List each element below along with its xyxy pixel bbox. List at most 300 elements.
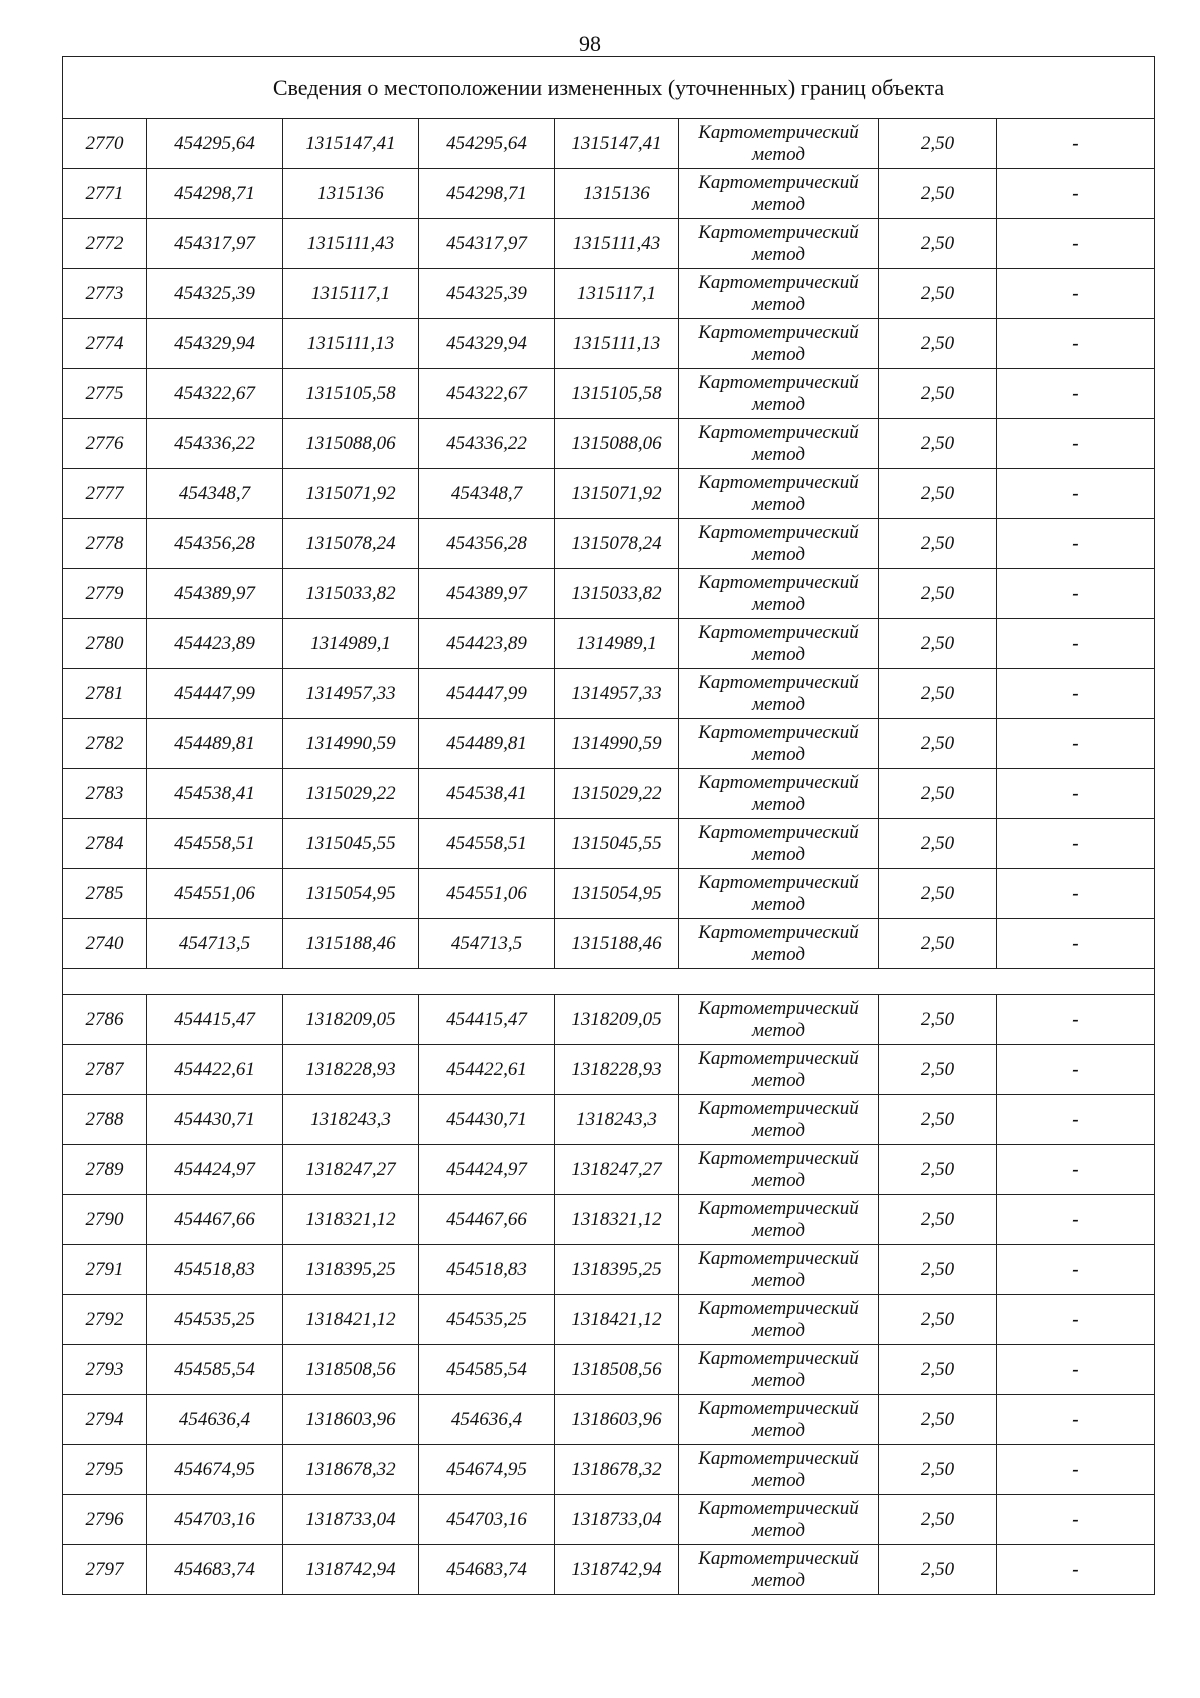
x-new-cell: 454325,39 — [419, 269, 555, 319]
table-row — [63, 1545, 1155, 1595]
method-line-2: метод — [752, 493, 805, 515]
x-old-cell: 454713,5 — [147, 919, 283, 969]
description-cell: - — [997, 1545, 1155, 1595]
method-line-1: Картометрический — [698, 1247, 859, 1269]
point-number-cell: 2740 — [63, 919, 147, 969]
point-number-cell: 2781 — [63, 669, 147, 719]
accuracy-cell: 2,50 — [879, 569, 997, 619]
table-row — [63, 1195, 1155, 1245]
description-cell: - — [997, 469, 1155, 519]
accuracy-cell: 2,50 — [879, 269, 997, 319]
table-row — [63, 369, 1155, 419]
x-new-cell: 454551,06 — [419, 869, 555, 919]
method-cell — [679, 1495, 879, 1545]
description-cell: - — [997, 995, 1155, 1045]
method-line-1: Картометрический — [698, 721, 859, 743]
accuracy-cell: 2,50 — [879, 1295, 997, 1345]
description-cell: - — [997, 219, 1155, 269]
table-row — [63, 719, 1155, 769]
description-cell: - — [997, 269, 1155, 319]
page-number: 98 — [579, 31, 601, 56]
accuracy-cell: 2,50 — [879, 1095, 997, 1145]
method-line-1: Картометрический — [698, 1047, 859, 1069]
accuracy-cell: 2,50 — [879, 219, 997, 269]
y-new-cell: 1315045,55 — [555, 819, 679, 869]
point-number-cell: 2773 — [63, 269, 147, 319]
method-line-2: метод — [752, 943, 805, 965]
y-old-cell: 1318421,12 — [283, 1295, 419, 1345]
description-cell: - — [997, 719, 1155, 769]
description-cell: - — [997, 1495, 1155, 1545]
method-line-1: Картометрический — [698, 1097, 859, 1119]
x-new-cell: 454636,4 — [419, 1395, 555, 1445]
accuracy-cell: 2,50 — [879, 119, 997, 169]
method-line-1: Картометрический — [698, 171, 859, 193]
method-line-2: метод — [752, 1019, 805, 1041]
method-line-1: Картометрический — [698, 221, 859, 243]
accuracy-cell: 2,50 — [879, 169, 997, 219]
y-new-cell: 1315029,22 — [555, 769, 679, 819]
table-row — [63, 995, 1155, 1045]
method-line-1: Картометрический — [698, 471, 859, 493]
method-line-2: метод — [752, 1219, 805, 1241]
point-number-cell: 2789 — [63, 1145, 147, 1195]
y-new-cell: 1318209,05 — [555, 995, 679, 1045]
x-new-cell: 454336,22 — [419, 419, 555, 469]
accuracy-cell: 2,50 — [879, 919, 997, 969]
method-line-1: Картометрический — [698, 921, 859, 943]
accuracy-cell: 2,50 — [879, 869, 997, 919]
y-old-cell: 1318742,94 — [283, 1545, 419, 1595]
y-old-cell: 1318508,56 — [283, 1345, 419, 1395]
y-old-cell: 1315136 — [283, 169, 419, 219]
method-line-2: метод — [752, 243, 805, 265]
x-old-cell: 454356,28 — [147, 519, 283, 569]
method-line-1: Картометрический — [698, 1147, 859, 1169]
method-cell — [679, 269, 879, 319]
table-title: Сведения о местоположении измененных (уточненных) границ объекта — [63, 57, 1155, 119]
method-cell — [679, 1445, 879, 1495]
method-cell — [679, 169, 879, 219]
method-cell — [679, 719, 879, 769]
method-cell — [679, 1395, 879, 1445]
accuracy-cell: 2,50 — [879, 669, 997, 719]
description-cell: - — [997, 919, 1155, 969]
x-new-cell: 454329,94 — [419, 319, 555, 369]
x-new-cell: 454535,25 — [419, 1295, 555, 1345]
y-old-cell: 1315117,1 — [283, 269, 419, 319]
method-line-1: Картометрический — [698, 1447, 859, 1469]
y-new-cell: 1315188,46 — [555, 919, 679, 969]
x-old-cell: 454430,71 — [147, 1095, 283, 1145]
x-new-cell: 454430,71 — [419, 1095, 555, 1145]
x-old-cell: 454295,64 — [147, 119, 283, 169]
method-line-1: Картометрический — [698, 771, 859, 793]
y-old-cell: 1315147,41 — [283, 119, 419, 169]
method-line-1: Картометрический — [698, 121, 859, 143]
separator-cell — [63, 969, 1155, 995]
point-number-cell: 2775 — [63, 369, 147, 419]
y-old-cell: 1318603,96 — [283, 1395, 419, 1445]
method-line-1: Картометрический — [698, 1347, 859, 1369]
point-number-cell: 2790 — [63, 1195, 147, 1245]
method-cell — [679, 219, 879, 269]
accuracy-cell: 2,50 — [879, 1045, 997, 1095]
y-new-cell: 1315136 — [555, 169, 679, 219]
method-line-1: Картометрический — [698, 997, 859, 1019]
y-new-cell: 1314957,33 — [555, 669, 679, 719]
method-line-2: метод — [752, 893, 805, 915]
method-line-2: метод — [752, 1169, 805, 1191]
x-new-cell: 454489,81 — [419, 719, 555, 769]
method-cell — [679, 369, 879, 419]
table-row — [63, 1145, 1155, 1195]
method-line-2: метод — [752, 643, 805, 665]
description-cell: - — [997, 1195, 1155, 1245]
x-old-cell: 454422,61 — [147, 1045, 283, 1095]
y-new-cell: 1315033,82 — [555, 569, 679, 619]
table-row — [63, 1345, 1155, 1395]
description-cell: - — [997, 319, 1155, 369]
point-number-cell: 2778 — [63, 519, 147, 569]
x-old-cell: 454585,54 — [147, 1345, 283, 1395]
point-number-cell: 2795 — [63, 1445, 147, 1495]
y-new-cell: 1318228,93 — [555, 1045, 679, 1095]
x-new-cell: 454518,83 — [419, 1245, 555, 1295]
y-new-cell: 1315117,1 — [555, 269, 679, 319]
method-cell — [679, 1545, 879, 1595]
table-row — [63, 1245, 1155, 1295]
x-old-cell: 454489,81 — [147, 719, 283, 769]
accuracy-cell: 2,50 — [879, 769, 997, 819]
x-new-cell: 454467,66 — [419, 1195, 555, 1245]
y-old-cell: 1315111,13 — [283, 319, 419, 369]
x-new-cell: 454356,28 — [419, 519, 555, 569]
description-cell: - — [997, 169, 1155, 219]
y-old-cell: 1318247,27 — [283, 1145, 419, 1195]
method-cell — [679, 919, 879, 969]
method-line-2: метод — [752, 1469, 805, 1491]
method-line-2: метод — [752, 143, 805, 165]
table-row — [63, 219, 1155, 269]
accuracy-cell: 2,50 — [879, 1195, 997, 1245]
y-new-cell: 1315147,41 — [555, 119, 679, 169]
method-line-2: метод — [752, 1269, 805, 1291]
method-line-2: метод — [752, 1119, 805, 1141]
method-cell — [679, 669, 879, 719]
x-old-cell: 454298,71 — [147, 169, 283, 219]
table-row — [63, 419, 1155, 469]
x-new-cell: 454298,71 — [419, 169, 555, 219]
x-old-cell: 454683,74 — [147, 1545, 283, 1595]
y-old-cell: 1315054,95 — [283, 869, 419, 919]
boundary-coordinates-table — [62, 56, 1155, 1595]
description-cell: - — [997, 1345, 1155, 1395]
description-cell: - — [997, 1445, 1155, 1495]
y-new-cell: 1318508,56 — [555, 1345, 679, 1395]
description-cell: - — [997, 819, 1155, 869]
method-line-1: Картометрический — [698, 1497, 859, 1519]
y-old-cell: 1318395,25 — [283, 1245, 419, 1295]
description-cell: - — [997, 369, 1155, 419]
point-number-cell: 2796 — [63, 1495, 147, 1545]
y-old-cell: 1318228,93 — [283, 1045, 419, 1095]
table-body — [63, 57, 1155, 1595]
y-new-cell: 1315111,43 — [555, 219, 679, 269]
x-new-cell: 454389,97 — [419, 569, 555, 619]
method-cell — [679, 1095, 879, 1145]
method-line-1: Картометрический — [698, 821, 859, 843]
y-old-cell: 1318678,32 — [283, 1445, 419, 1495]
y-new-cell: 1315088,06 — [555, 419, 679, 469]
x-old-cell: 454317,97 — [147, 219, 283, 269]
table-row — [63, 769, 1155, 819]
point-number-cell: 2776 — [63, 419, 147, 469]
x-new-cell: 454713,5 — [419, 919, 555, 969]
description-cell: - — [997, 1045, 1155, 1095]
x-old-cell: 454674,95 — [147, 1445, 283, 1495]
description-cell: - — [997, 669, 1155, 719]
table-row — [63, 1045, 1155, 1095]
table-row — [63, 619, 1155, 669]
x-old-cell: 454467,66 — [147, 1195, 283, 1245]
table-row — [63, 119, 1155, 169]
accuracy-cell: 2,50 — [879, 319, 997, 369]
x-new-cell: 454538,41 — [419, 769, 555, 819]
description-cell: - — [997, 1145, 1155, 1195]
method-line-1: Картометрический — [698, 1547, 859, 1569]
y-old-cell: 1315033,82 — [283, 569, 419, 619]
method-line-1: Картометрический — [698, 1197, 859, 1219]
x-old-cell: 454558,51 — [147, 819, 283, 869]
point-number-cell: 2785 — [63, 869, 147, 919]
method-line-2: метод — [752, 593, 805, 615]
y-old-cell: 1318209,05 — [283, 995, 419, 1045]
accuracy-cell: 2,50 — [879, 1395, 997, 1445]
description-cell: - — [997, 119, 1155, 169]
accuracy-cell: 2,50 — [879, 1495, 997, 1545]
method-line-1: Картометрический — [698, 1297, 859, 1319]
y-new-cell: 1318733,04 — [555, 1495, 679, 1545]
method-cell — [679, 619, 879, 669]
y-new-cell: 1315078,24 — [555, 519, 679, 569]
point-number-cell: 2771 — [63, 169, 147, 219]
table-row — [63, 869, 1155, 919]
method-line-2: метод — [752, 193, 805, 215]
x-new-cell: 454423,89 — [419, 619, 555, 669]
method-line-1: Картометрический — [698, 571, 859, 593]
method-cell — [679, 569, 879, 619]
y-new-cell: 1315105,58 — [555, 369, 679, 419]
y-old-cell: 1318321,12 — [283, 1195, 419, 1245]
method-line-2: метод — [752, 843, 805, 865]
y-old-cell: 1315105,58 — [283, 369, 419, 419]
method-cell — [679, 1245, 879, 1295]
point-number-cell: 2794 — [63, 1395, 147, 1445]
method-cell — [679, 519, 879, 569]
x-new-cell: 454317,97 — [419, 219, 555, 269]
x-old-cell: 454551,06 — [147, 869, 283, 919]
table-row — [63, 469, 1155, 519]
group-separator-row — [63, 969, 1155, 995]
accuracy-cell: 2,50 — [879, 719, 997, 769]
method-cell — [679, 819, 879, 869]
x-old-cell: 454424,97 — [147, 1145, 283, 1195]
y-new-cell: 1314989,1 — [555, 619, 679, 669]
y-old-cell: 1314989,1 — [283, 619, 419, 669]
method-line-2: метод — [752, 793, 805, 815]
method-line-1: Картометрический — [698, 621, 859, 643]
method-cell — [679, 869, 879, 919]
x-old-cell: 454703,16 — [147, 1495, 283, 1545]
table-row — [63, 269, 1155, 319]
point-number-cell: 2783 — [63, 769, 147, 819]
y-old-cell: 1315188,46 — [283, 919, 419, 969]
method-line-1: Картометрический — [698, 1397, 859, 1419]
y-new-cell: 1315054,95 — [555, 869, 679, 919]
y-new-cell: 1318603,96 — [555, 1395, 679, 1445]
y-old-cell: 1318733,04 — [283, 1495, 419, 1545]
method-line-2: метод — [752, 743, 805, 765]
table-row — [63, 819, 1155, 869]
y-old-cell: 1315111,43 — [283, 219, 419, 269]
method-line-2: метод — [752, 1519, 805, 1541]
method-line-1: Картометрический — [698, 421, 859, 443]
description-cell: - — [997, 419, 1155, 469]
accuracy-cell: 2,50 — [879, 995, 997, 1045]
x-old-cell: 454423,89 — [147, 619, 283, 669]
method-line-2: метод — [752, 343, 805, 365]
method-cell — [679, 1045, 879, 1095]
method-line-1: Картометрический — [698, 671, 859, 693]
method-cell — [679, 319, 879, 369]
method-line-2: метод — [752, 1319, 805, 1341]
point-number-cell: 2793 — [63, 1345, 147, 1395]
accuracy-cell: 2,50 — [879, 1545, 997, 1595]
y-new-cell: 1318395,25 — [555, 1245, 679, 1295]
accuracy-cell: 2,50 — [879, 419, 997, 469]
y-old-cell: 1318243,3 — [283, 1095, 419, 1145]
y-old-cell: 1315078,24 — [283, 519, 419, 569]
point-number-cell: 2772 — [63, 219, 147, 269]
x-new-cell: 454585,54 — [419, 1345, 555, 1395]
x-new-cell: 454422,61 — [419, 1045, 555, 1095]
table-row — [63, 569, 1155, 619]
point-number-cell: 2792 — [63, 1295, 147, 1345]
method-line-2: метод — [752, 1419, 805, 1441]
description-cell: - — [997, 1295, 1155, 1345]
description-cell: - — [997, 619, 1155, 669]
method-line-1: Картометрический — [698, 521, 859, 543]
point-number-cell: 2784 — [63, 819, 147, 869]
point-number-cell: 2791 — [63, 1245, 147, 1295]
description-cell: - — [997, 569, 1155, 619]
y-old-cell: 1315071,92 — [283, 469, 419, 519]
table-row — [63, 1445, 1155, 1495]
y-new-cell: 1318421,12 — [555, 1295, 679, 1345]
table-row — [63, 1495, 1155, 1545]
table-title-row — [63, 57, 1155, 119]
method-line-1: Картометрический — [698, 371, 859, 393]
x-new-cell: 454424,97 — [419, 1145, 555, 1195]
y-new-cell: 1315111,13 — [555, 319, 679, 369]
point-number-cell: 2774 — [63, 319, 147, 369]
x-old-cell: 454329,94 — [147, 319, 283, 369]
table-row — [63, 1395, 1155, 1445]
method-cell — [679, 1295, 879, 1345]
x-new-cell: 454348,7 — [419, 469, 555, 519]
y-new-cell: 1318247,27 — [555, 1145, 679, 1195]
method-cell — [679, 119, 879, 169]
point-number-cell: 2770 — [63, 119, 147, 169]
description-cell: - — [997, 1095, 1155, 1145]
x-old-cell: 454535,25 — [147, 1295, 283, 1345]
y-old-cell: 1314990,59 — [283, 719, 419, 769]
x-new-cell: 454703,16 — [419, 1495, 555, 1545]
point-number-cell: 2797 — [63, 1545, 147, 1595]
method-line-1: Картометрический — [698, 321, 859, 343]
table-row — [63, 519, 1155, 569]
method-line-2: метод — [752, 293, 805, 315]
x-new-cell: 454447,99 — [419, 669, 555, 719]
x-old-cell: 454636,4 — [147, 1395, 283, 1445]
y-new-cell: 1318243,3 — [555, 1095, 679, 1145]
point-number-cell: 2788 — [63, 1095, 147, 1145]
x-old-cell: 454389,97 — [147, 569, 283, 619]
table-row — [63, 919, 1155, 969]
method-line-2: метод — [752, 1069, 805, 1091]
x-new-cell: 454558,51 — [419, 819, 555, 869]
y-new-cell: 1318321,12 — [555, 1195, 679, 1245]
y-new-cell: 1318678,32 — [555, 1445, 679, 1495]
description-cell: - — [997, 519, 1155, 569]
method-cell — [679, 1145, 879, 1195]
x-old-cell: 454447,99 — [147, 669, 283, 719]
x-old-cell: 454348,7 — [147, 469, 283, 519]
method-line-2: метод — [752, 393, 805, 415]
y-old-cell: 1315088,06 — [283, 419, 419, 469]
method-line-2: метод — [752, 543, 805, 565]
accuracy-cell: 2,50 — [879, 619, 997, 669]
x-new-cell: 454674,95 — [419, 1445, 555, 1495]
table-row — [63, 169, 1155, 219]
x-old-cell: 454336,22 — [147, 419, 283, 469]
point-number-cell: 2782 — [63, 719, 147, 769]
method-cell — [679, 1195, 879, 1245]
x-new-cell: 454295,64 — [419, 119, 555, 169]
description-cell: - — [997, 769, 1155, 819]
accuracy-cell: 2,50 — [879, 1245, 997, 1295]
accuracy-cell: 2,50 — [879, 519, 997, 569]
accuracy-cell: 2,50 — [879, 819, 997, 869]
accuracy-cell: 2,50 — [879, 1345, 997, 1395]
x-new-cell: 454322,67 — [419, 369, 555, 419]
table-row — [63, 319, 1155, 369]
x-old-cell: 454518,83 — [147, 1245, 283, 1295]
point-number-cell: 2786 — [63, 995, 147, 1045]
method-line-2: метод — [752, 443, 805, 465]
method-line-1: Картометрический — [698, 871, 859, 893]
y-new-cell: 1315071,92 — [555, 469, 679, 519]
y-old-cell: 1315029,22 — [283, 769, 419, 819]
x-new-cell: 454415,47 — [419, 995, 555, 1045]
table-row — [63, 1095, 1155, 1145]
method-cell — [679, 1345, 879, 1395]
accuracy-cell: 2,50 — [879, 369, 997, 419]
method-cell — [679, 419, 879, 469]
y-old-cell: 1314957,33 — [283, 669, 419, 719]
x-old-cell: 454538,41 — [147, 769, 283, 819]
